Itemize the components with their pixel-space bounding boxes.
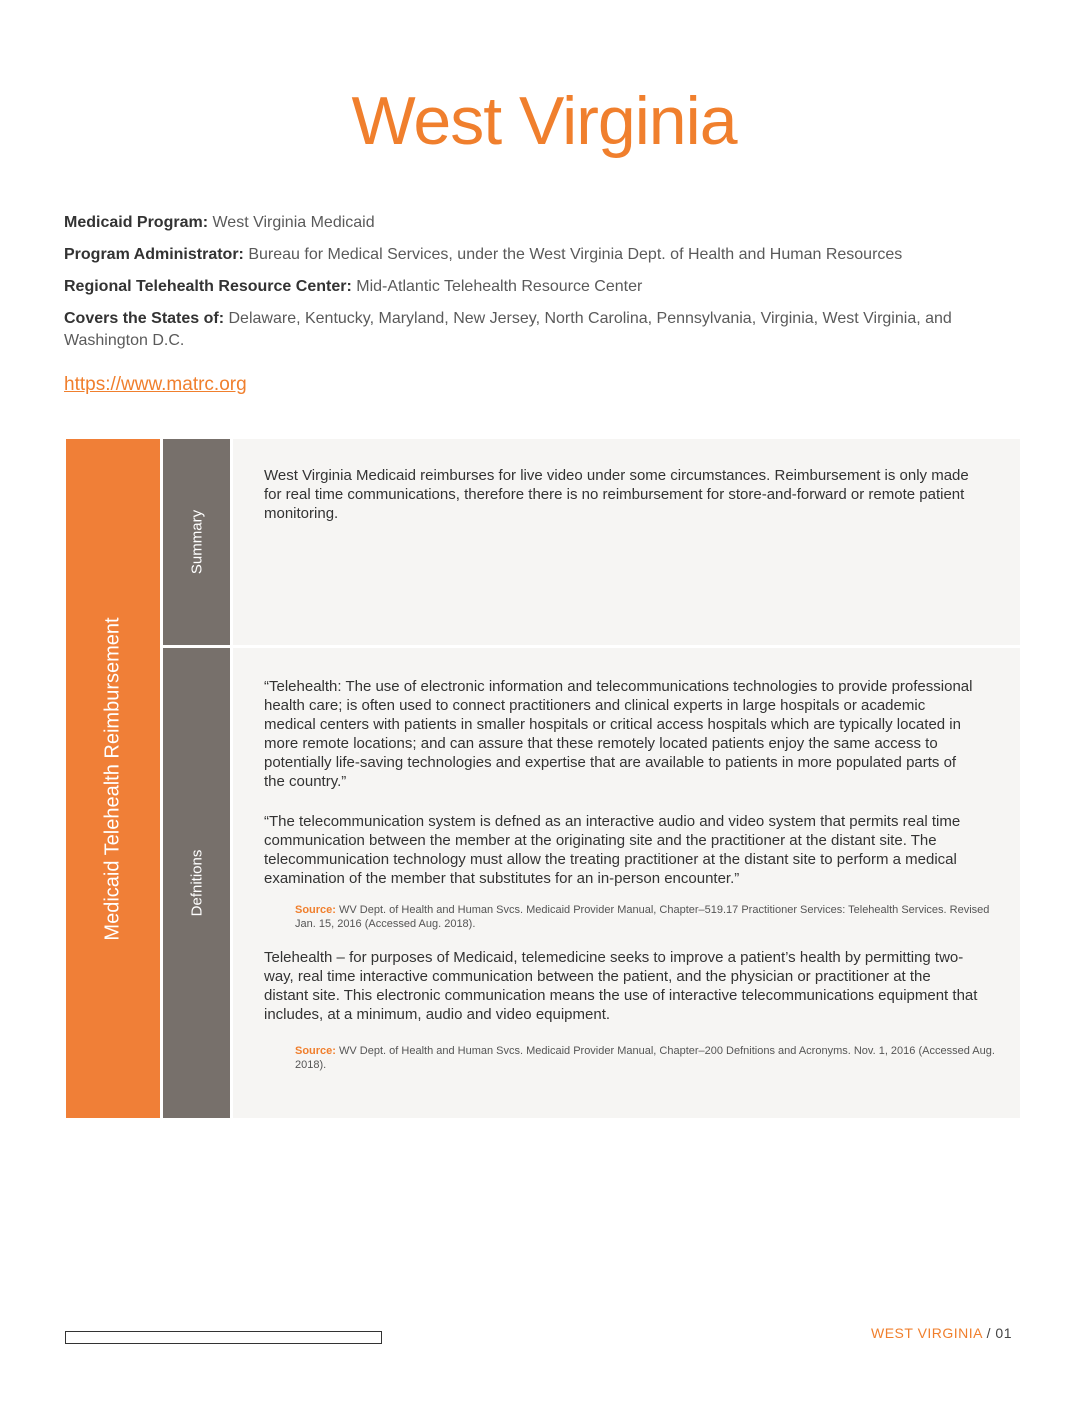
medicaid-program-line (64, 212, 1004, 234)
administrator-value: Bureau for Medical Services, under the West Virginia Dept. of Health and Human Resources (248, 246, 903, 263)
source-label-2: Source: (295, 1045, 336, 1057)
summary-label-text: Summary (188, 509, 205, 575)
source-text-2: WV Dept. of Health and Human Svcs. Medicaid Provider Manual, Chapter–200 Defnitions and Acronyms. Nov. 1, 2016 (Accessed Aug. 2018). (295, 1045, 995, 1071)
page-title: West Virginia (351, 83, 737, 159)
medicaid-program-value: West Virginia Medicaid (212, 214, 375, 231)
definitions-label-text: Defnitions (188, 849, 205, 917)
page-footer (871, 1325, 1012, 1341)
matrc-link[interactable]: https://www.matrc.org (64, 374, 247, 395)
definitions-cell (233, 648, 1020, 1118)
definition-paragraph-3: Telehealth – for purposes of Medicaid, telemedicine seeks to improve a patient’s health by permitting two-way, real time interactive communication between the patient, and the physician or practitioner at the distant site. This electronic communication means the use of interactive telecommunications equipment that includes, at a minimum, audio and video equipment. (264, 949, 978, 1023)
definitions-row-label (163, 648, 230, 1118)
resource-center-line (64, 276, 1004, 298)
administrator-label: Program Administrator: (64, 246, 244, 263)
source-citation-2 (295, 1044, 995, 1072)
covers-states-label: Covers the States of: (64, 310, 225, 327)
medicaid-program-label: Medicaid Program: (64, 214, 209, 231)
source-label-1: Source: (295, 904, 336, 916)
covers-states-value: Delaware, Kentucky, Maryland, New Jersey, North Carolina, Pennsylvania, Virginia, West Virginia, and Washington D.C. (64, 310, 952, 349)
summary-text: West Virginia Medicaid reimburses for live video under some circumstances. Reimbursement is only made for real time communications, therefore there is no reimbursement for store-and-forward or remote patient monitoring. (264, 467, 969, 522)
footer-state: WEST VIRGINIA (870, 1325, 983, 1341)
summary-cell (233, 439, 1020, 645)
resource-center-value: Mid-Atlantic Telehealth Resource Center (356, 278, 643, 295)
section-side-text: Medicaid Telehealth Reimbursement (101, 616, 124, 941)
source-citation-1 (295, 903, 995, 931)
administrator-line (64, 244, 1004, 266)
resource-center-label: Regional Telehealth Resource Center: (64, 278, 352, 295)
covers-states-line (64, 308, 1004, 352)
definition-paragraph-1: “Telehealth: The use of electronic information and telecommunications technologies to provide professional health care; is often used to connect practitioners and clinical experts in large hospitals or academic medical centers with patients in smaller hospitals or critical access hospitals which are typically located in more remote locations; and can assure that these remotely located patients enjoy the same access to potentially life-saving technologies and expertise that are available to patients in more populated parts of the country.” (264, 678, 973, 790)
section-side-label (66, 439, 160, 1118)
footer-separator: / (986, 1325, 992, 1341)
source-text-1: WV Dept. of Health and Human Svcs. Medicaid Provider Manual, Chapter–519.17 Practitioner Services: Telehealth Services. Revised Jan. 15, 2016 (Accessed Aug. 2018). (295, 904, 990, 930)
definition-paragraph-2: “The telecommunication system is defned as an interactive audio and video system that permits real time communication between the member at the originating site and the practitioner at the distant site. The telecommunication technology must allow the treating practitioner at the distant site to perform a medical examination of the member that substitutes for an in-person encounter.” (264, 813, 961, 887)
page-number: 01 (995, 1325, 1012, 1341)
program-info (64, 212, 1004, 397)
footnote-box (65, 1331, 382, 1344)
reimbursement-table (66, 439, 1020, 1118)
summary-row-label (163, 439, 230, 645)
